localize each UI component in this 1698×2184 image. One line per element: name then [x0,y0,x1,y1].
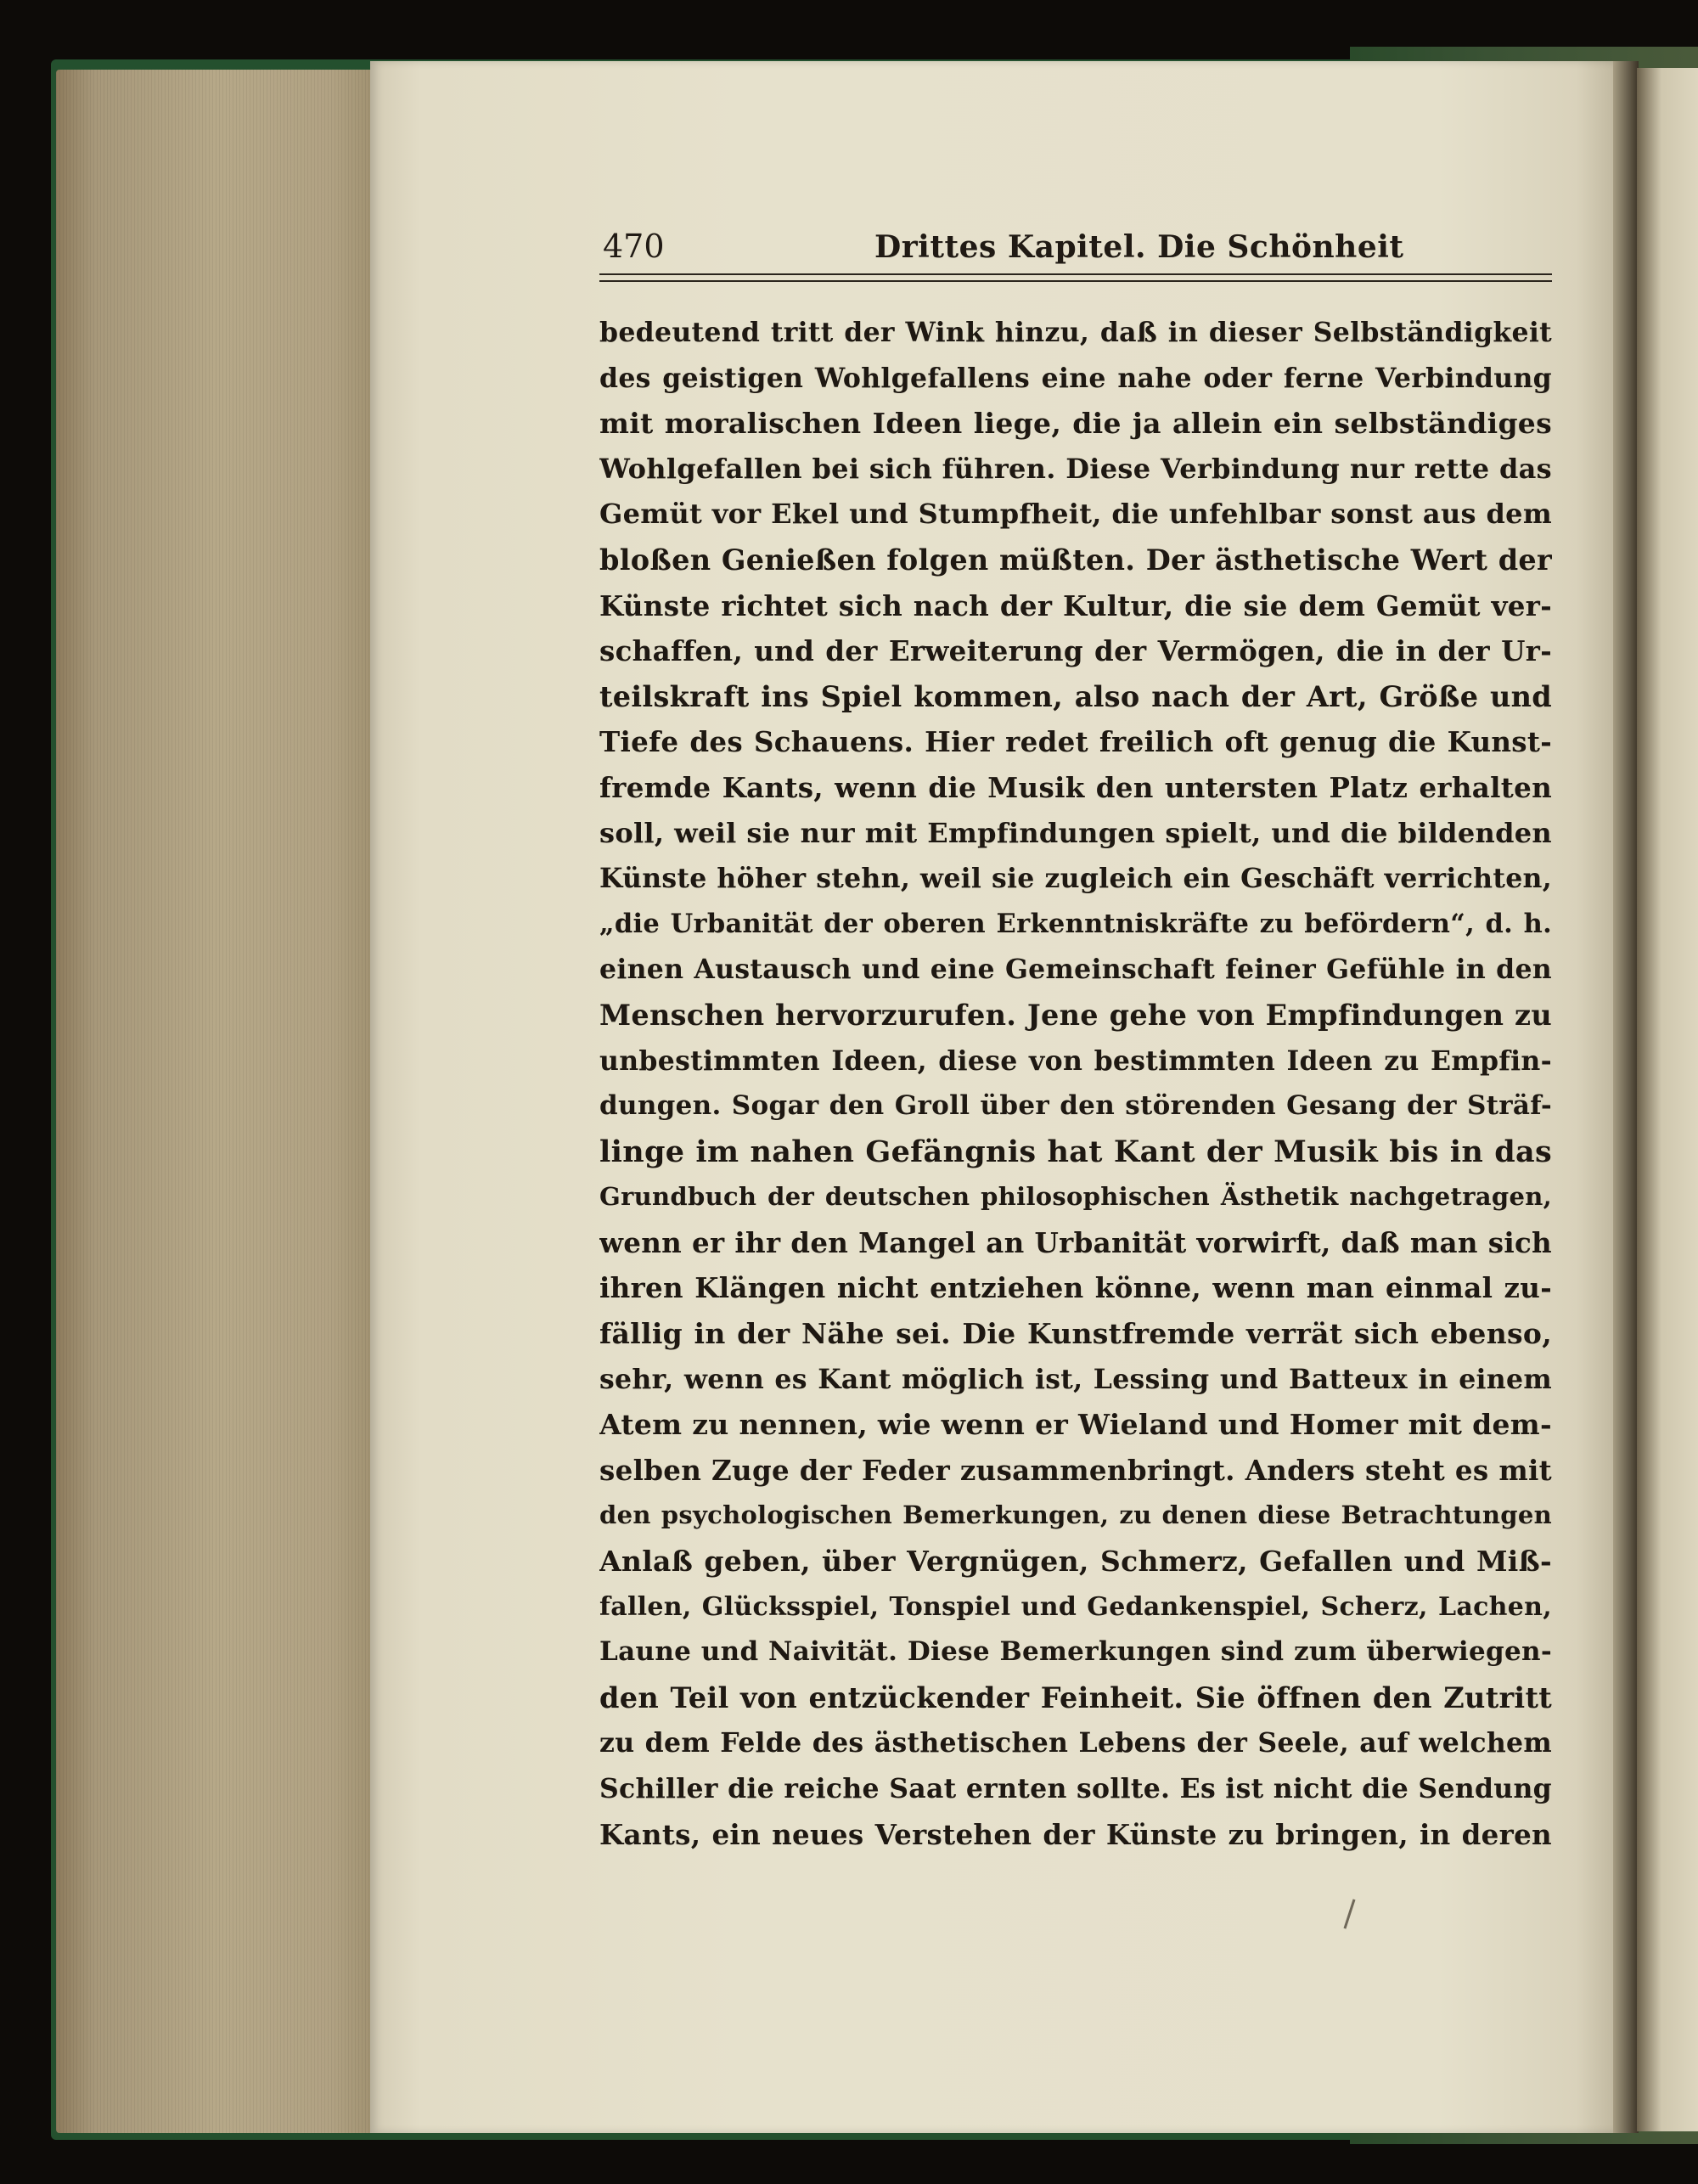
header-rule-bottom [599,280,1552,282]
text-line: mit moralischen Ideen liege, die ja allein ein selbständiges [599,407,1552,441]
text-line: Künste höher stehn, weil sie zugleich ein Geschäft verrichten, [599,863,1552,895]
text-line: den Teil von entzückender Feinheit. Sie öffnen den Zutritt [599,1680,1552,1714]
text-line: Wohlgefallen bei sich führen. Diese Verbindung nur rette das [599,452,1552,485]
text-line: Laune und Naivität. Diese Bemerkungen sind zum überwiegen- [599,1636,1552,1668]
text-line: „die Urbanität der oberen Erkenntniskräfte zu befördern“, d. h. [599,908,1552,939]
text-line: Schiller die reiche Saat ernten sollte. Es ist nicht die Sendung [599,1773,1552,1804]
text-line: Tiefe des Schauens. Hier redet freilich oft genug die Kunst- [599,725,1552,759]
running-head: Drittes Kapitel. Die Schönheit [874,229,1404,265]
text-line: schaffen, und der Erweiterung der Vermögen, die in der Ur- [599,634,1552,668]
text-line: selben Zuge der Feder zusammenbringt. Anders steht es mit [599,1453,1552,1487]
text-line: bedeutend tritt der Wink hinzu, daß in dieser Selbständigkeit [599,317,1552,348]
page-edges [56,70,379,2133]
header-rule-top [599,273,1552,275]
facing-page-edge [1637,68,1698,2131]
text-line: dungen. Sogar den Groll über den störenden Gesang der Sträf- [599,1090,1552,1122]
text-line: fällig in der Nähe sei. Die Kunstfremde verrät sich ebenso, [599,1317,1552,1351]
body-text [599,310,1552,1857]
text-line: Gemüt vor Ekel und Stumpfheit, die unfehlbar sonst aus dem [599,498,1552,531]
text-line: Kants, ein neues Verstehen der Künste zu bringen, in deren [599,1817,1552,1851]
page-number: 470 [603,228,665,265]
text-line: Künste richtet sich nach der Kultur, die sie dem Gemüt ver- [599,588,1552,622]
text-line: zu dem Felde des ästhetischen Lebens der Seele, auf welchem [599,1727,1552,1759]
text-line: ihren Klängen nicht entziehen könne, wenn man einmal zu- [599,1271,1552,1305]
book-gutter [1613,61,1639,2133]
text-line: fremde Kants, wenn die Musik den untersten Platz erhalten [599,770,1552,804]
text-line: Anlaß geben, über Vergnügen, Schmerz, Gefallen und Miß- [599,1545,1552,1579]
text-line: sehr, wenn es Kant möglich ist, Lessing und Batteux in einem [599,1363,1552,1395]
text-line: teilskraft ins Spiel kommen, also nach der Art, Größe und [599,679,1552,713]
text-line: wenn er ihr den Mangel an Urbanität vorwirft, daß man sich [599,1225,1552,1259]
page-header [603,228,1554,270]
text-line: Menschen hervorzurufen. Jene gehe von Empfindungen zu [599,998,1552,1032]
text-line: linge im nahen Gefängnis hat Kant der Musik bis in das [599,1134,1552,1169]
text-line: soll, weil sie nur mit Empfindungen spielt, und die bildenden [599,816,1552,849]
text-line: den psychologischen Bemerkungen, zu denen diese Betrachtungen [599,1500,1552,1530]
text-line: fallen, Glücksspiel, Tonspiel und Gedankenspiel, Scherz, Lachen, [599,1591,1552,1622]
text-line: Atem zu nennen, wie wenn er Wieland und Homer mit dem- [599,1408,1552,1442]
text-line: einen Austausch und eine Gemeinschaft feiner Gefühle in den [599,954,1552,986]
text-line: des geistigen Wohlgefallens eine nahe oder ferne Verbindung [599,362,1552,394]
text-line: unbestimmten Ideen, diese von bestimmten Ideen zu Empfin- [599,1044,1552,1077]
text-line: Grundbuch der deutschen philosophischen Ästhetik nachgetragen, [599,1182,1552,1212]
text-line: bloßen Genießen folgen müßten. Der ästhetische Wert der [599,543,1552,577]
